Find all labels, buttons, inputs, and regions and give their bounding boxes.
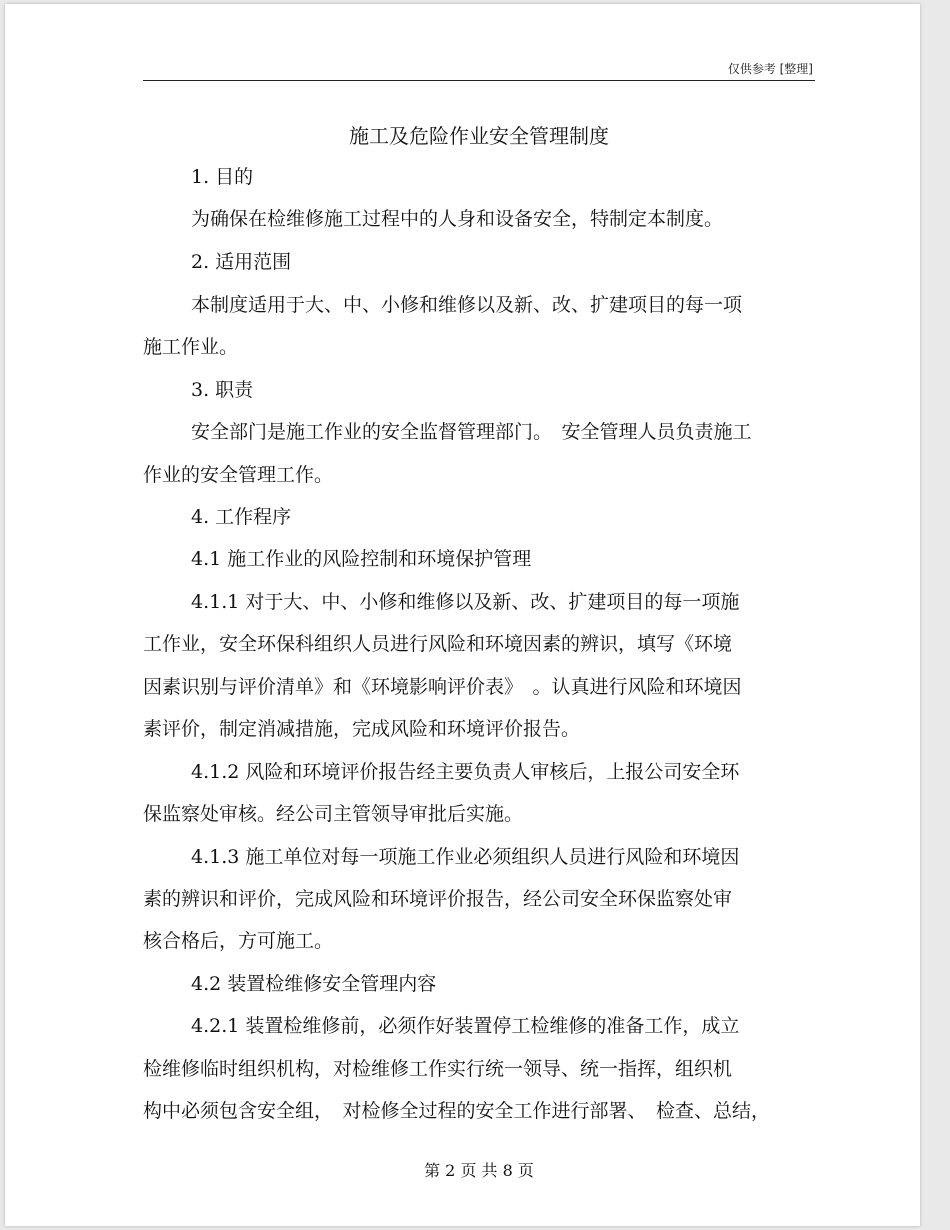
paragraph-line: 安全部门是施工作业的安全监督管理部门。 安全管理人员负责施工: [191, 421, 752, 443]
paragraph-line: 4.2.1 装置检维修前，必须作好装置停工检维修的准备工作，成立: [191, 1015, 740, 1037]
document-title: 施工及危险作业安全管理制度: [349, 124, 609, 148]
section-heading: 1. 目的: [191, 166, 254, 188]
paragraph-line: 构中必须包含安全组， 对检修全过程的安全工作进行部署、 检查、总结，: [143, 1100, 771, 1122]
paragraph-line: 4.1.2 风险和环境评价报告经主要负责人审核后，上报公司安全环: [191, 761, 740, 783]
paragraph-line: 4.1.3 施工单位对每一项施工作业必须组织人员进行风险和环境因: [191, 846, 740, 868]
paragraph-line: 为确保在检维修施工过程中的人身和设备安全，特制定本制度。: [191, 208, 724, 230]
paragraph-line: 素评价，制定消减措施，完成风险和环境评价报告。: [143, 718, 581, 740]
paragraph-line: 作业的安全管理工作。: [143, 464, 334, 486]
section-heading: 4. 工作程序: [191, 506, 292, 528]
header-note: 仅供参考 [整理]: [727, 62, 813, 76]
subsection-heading: 4.2 装置检维修安全管理内容: [191, 973, 437, 995]
paragraph-line: 核合格后，方可施工。: [143, 930, 334, 952]
section-heading: 3. 职责: [191, 379, 254, 401]
paragraph-line: 施工作业。: [143, 336, 239, 358]
paragraph-line: 本制度适用于大、中、小修和维修以及新、改、扩建项目的每一项: [191, 294, 743, 316]
page-footer: 第 2 页 共 8 页: [424, 1161, 534, 1180]
paragraph-line: 检维修临时组织机构，对检维修工作实行统一领导、统一指挥，组织机: [143, 1058, 733, 1080]
paragraph-line: 工作业，安全环保科组织人员进行风险和环境因素的辨识，填写《环境: [143, 633, 733, 655]
section-heading: 2. 适用范围: [191, 251, 292, 273]
paragraph-line: 保监察处审核。经公司主管领导审批后实施。: [143, 803, 524, 825]
paragraph-line: 因素识别与评价清单》和《环境影响评价表》 。认真进行风险和环境因: [143, 676, 742, 698]
paragraph-line: 素的辨识和评价，完成风险和环境评价报告，经公司安全环保监察处审: [143, 888, 733, 910]
subsection-heading: 4.1 施工作业的风险控制和环境保护管理: [191, 548, 532, 570]
document-page: [5, 4, 920, 1226]
page-header: [143, 58, 815, 81]
paragraph-line: 4.1.1 对于大、中、小修和维修以及新、改、扩建项目的每一项施: [191, 591, 740, 613]
